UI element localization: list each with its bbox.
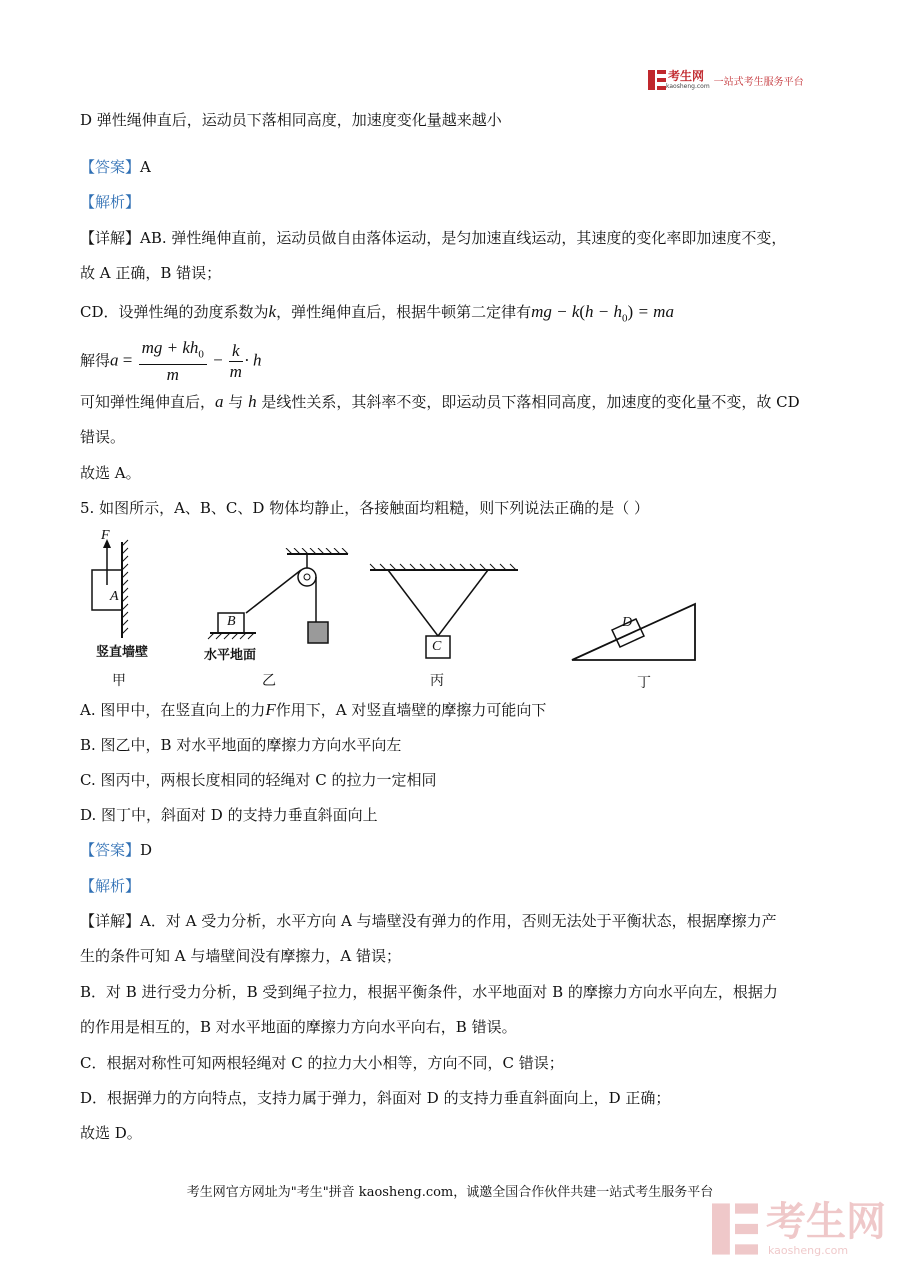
logo-slogan: 一站式考生服务平台	[713, 76, 804, 88]
detail-q4-cd	[80, 302, 674, 328]
header-logo	[648, 70, 804, 90]
figure-ding	[568, 596, 700, 666]
block-label-d: D	[622, 615, 633, 630]
question-5: 5. 如图所示，A、B、C、D 物体均静止，各接触面均粗糙，则下列说法正确的是（ ）	[80, 499, 649, 517]
cd-prefix: CD．设弹性绳的劲度系数为	[80, 303, 269, 321]
detail-q5-d: D．根据弹力的方向特点，支持力属于弹力，斜面对 D 的支持力垂直斜面向上，D 正确；	[80, 1089, 671, 1107]
block-label-b: B	[227, 614, 236, 629]
block-label-a: A	[110, 589, 119, 604]
ground-label: 水平地面	[204, 648, 257, 663]
solution-a: a	[110, 350, 119, 370]
figure-bing	[366, 560, 526, 670]
option-a: A. 图甲中，在竖直向上的力F作用下，A 对竖直墙壁的摩擦力可能向下	[80, 700, 547, 719]
kaosheng-logo-icon	[648, 70, 666, 90]
detail-q4-line2: 故 A 正确，B 错误；	[80, 264, 222, 282]
analysis-tag-q4	[80, 192, 140, 212]
analysis-tag-q5	[80, 876, 140, 896]
conclusion-line2: 错误。	[80, 428, 126, 446]
watermark-logo-icon	[712, 1203, 758, 1255]
answer-q5	[80, 840, 152, 860]
caption-ding: 丁	[637, 675, 651, 691]
answer-value: A	[140, 158, 151, 176]
watermark-url: kaosheng.com	[768, 1244, 849, 1257]
detail-q5-b2: 的作用是相互的，B 对水平地面的摩擦力方向水平向右，B 错误。	[80, 1018, 517, 1036]
logo-url: kaosheng.com	[666, 83, 710, 90]
logo-name: 考生网	[668, 69, 705, 83]
choose-q4: 故选 A。	[80, 464, 141, 482]
block-label-c: C	[432, 639, 442, 654]
option-d-q4: D 弹性绳伸直后，运动员下落相同高度，加速度变化量越来越小	[80, 111, 502, 129]
cd-k: k	[268, 302, 277, 321]
solution-line: 解得a = $\frac{mg + kh_0}{m}$ − $\frac{k}{m}$ · h	[80, 338, 262, 385]
fraction-2: $\frac{k}{m}$	[229, 341, 242, 382]
option-c: C. 图丙中，两根长度相同的轻绳对 C 的拉力一定相同	[80, 771, 437, 789]
logo-text-block	[666, 70, 710, 90]
caption-bing: 丙	[430, 673, 444, 689]
caption-yi: 乙	[262, 673, 276, 689]
figure-yi	[200, 548, 360, 648]
detail-q5-c: C．根据对称性可知两根轻绳对 C 的拉力大小相等，方向不同，C 错误；	[80, 1054, 564, 1072]
watermark	[712, 1200, 886, 1257]
answer-q4	[80, 157, 151, 177]
analysis-tag: 【解析】	[80, 193, 141, 211]
caption-jia: 甲	[112, 673, 126, 689]
force-label-f: F	[101, 528, 110, 543]
detail-q4-line1: 【详解】AB. 弹性绳伸直前，运动员做自由落体运动，是匀加速直线运动，其速度的变化率即加速度不变，	[80, 229, 787, 247]
detail-q5-a2: 生的条件可知 A 与墙壁间没有摩擦力，A 错误；	[80, 947, 401, 965]
conclusion-line1: 可知弹性绳伸直后，a 与 h 是线性关系，其斜率不变，即运动员下落相同高度，加速度的变化量不变，故 CD	[80, 392, 800, 411]
page-footer: 考生网官方网址为"考生"拼音 kaosheng.com，诚邀全国合作伙伴共建一站式考生服务平台	[186, 1185, 714, 1200]
answer-tag: 【答案】	[80, 841, 141, 859]
answer-tag: 【答案】	[80, 158, 141, 176]
newton-equation: mg − $k(h - h_0)$ = ma	[531, 302, 674, 325]
detail-q5-a1: 【详解】A．对 A 受力分析，水平方向 A 与墙壁没有弹力的作用，否则无法处于平衡状态，根据摩擦力产	[80, 912, 777, 930]
watermark-text-block	[758, 1200, 886, 1257]
detail-q5-b1: B．对 B 进行受力分析，B 受到绳子拉力，根据平衡条件，水平地面对 B 的摩擦力方向水平向左，根据力	[80, 983, 778, 1001]
option-d: D. 图丁中，斜面对 D 的支持力垂直斜面向上	[80, 806, 378, 824]
answer-value: D	[140, 841, 153, 859]
wall-label: 竖直墙壁	[96, 645, 149, 660]
fraction-1: $\frac{mg + kh_0}{m}$	[139, 338, 207, 385]
analysis-tag: 【解析】	[80, 877, 141, 895]
cd-middle: ，弹性绳伸直后，根据牛顿第二定律有	[276, 303, 532, 321]
solution-prefix: 解得	[80, 351, 111, 370]
watermark-text: 考生网	[766, 1199, 886, 1245]
figure-jia	[86, 530, 166, 690]
choose-q5: 故选 D。	[80, 1124, 142, 1142]
option-b: B. 图乙中，B 对水平地面的摩擦力方向水平向左	[80, 736, 402, 754]
